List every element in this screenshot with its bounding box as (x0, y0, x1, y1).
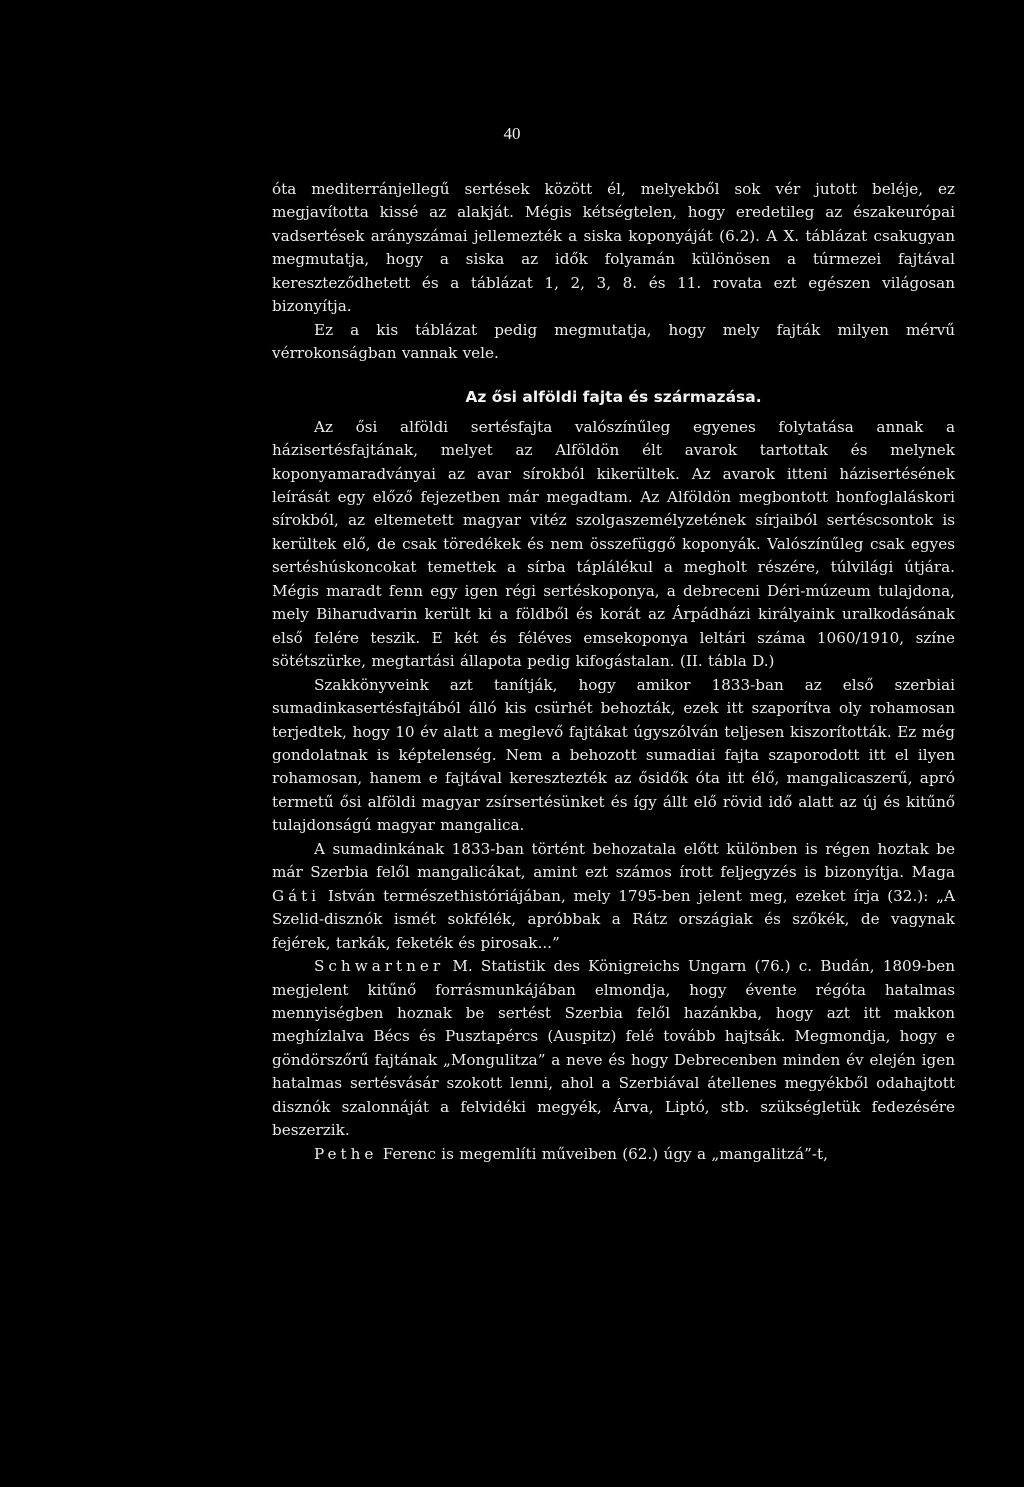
section-title: Az ősi alföldi fajta és származása. (465, 387, 762, 406)
body-paragraph (272, 955, 955, 1143)
intro-paragraph: Ez a kis táblázat pedig megmutatja, hogy mely fajták milyen mérvű vérrokonságban vannak vele. (272, 320, 955, 363)
paragraph-text: M. Statistik des Königreichs Ungarn (76.) c. Budán, 1809-ben megjelent kitűnő forrásmunkájában elmondja, hogy évente régóta hatalmas mennyiségben hoznak be sertést Szerbia felől hazánkba, hogy azt itt makkon meghízlalva Bécs és Pusztapércs (Auspitz) felé tovább hajtsák. Megmondja, hogy e göndörszőrű fajtának „Mongulitza” a neve és hogy Debrecenben minden év elején igen hatalmas sertésvásár szokott lenni, ahol a Szerbiával átellenes megyékből odahajtott disznók szalonnáját a felvidéki megyék, Árva, Liptó, stb. szükségletük fedezésére beszerzik. (272, 957, 955, 1140)
author-name: Pethe (314, 1144, 378, 1163)
intro-paragraph: óta mediterránjellegű sertések között él, melyekből sok vér jutott beléje, ez megjavította kissé az alakját. Mégis kétségtelen, hogy eredetileg az északeurópai vadsertések arányszámai jellemezték a siska koponyáját (6.2). A X. táblázat csakugyan megmutatja, hogy a siska az idők folyamán különösen a túrmezei fajtával kereszteződhetett és a táblázat 1, 2, 3, 8. és 11. rovata ezt egészen világosan bizonyítja. (272, 180, 955, 316)
body-paragraph: Szakkönyveink azt tanítják, hogy amikor 1833-ban az első szerbiai sumadinkasertésfajtából álló kis csürhét behozták, ezek itt szaporítva oly rohamosan terjedtek, hogy 10 év alatt a meglevő fajtákat úgyszólván teljesen kiszorították. Ez még gondolatnak is képtelenség. Nem a behozott sumadiai fajta szaporodott itt el ilyen rohamosan, hanem e fajtával keresztezték az ősidők óta itt élő, mangalicaszerű, apró termetű ősi alföldi magyar zsírsertésünket és így állt elő rövid idő alatt az új és kitűnő tulajdonságú magyar mangalica. (272, 675, 955, 835)
paragraph-text: István természethistóriájában, mely 1795-ben jelent meg, ezeket írja (32.): „A Szelid-disznók ismét sokfélék, apróbbak a Rátz országiak és szőkék, de vagynak fejérek, tarkák, feketék és pirosak...” (272, 886, 956, 952)
body-paragraph (272, 838, 955, 955)
paragraph-text: Ferenc is megemlíti műveiben (62.) úgy a „mangalitzá”-t, (382, 1144, 828, 1163)
body-paragraph: Az ősi alföldi sertésfajta valószínűleg egyenes folytatása annak a házisertésfajtának, melyet az Alföldön élt avarok tartottak és melynek koponyamaradványai az avar sírokból kikerültek. Az avarok itteni házisertésének leírását egy előző fejezetben már megadtam. Az Alföldön megbontott honfoglaláskori sírokból, az eltemetett magyar vitéz szolgaszemélyzetének sírjaiból sertéscsontok is kerültek elő, de csak töredékek és nem összefüggő koponyák. Valószínűleg csak egyes sertéshúskoncokat temettek a sírba táplálékul a megholt részére, túlvilági útjára. Mégis maradt fenn egy igen régi sertéskoponya, a debreceni Déri-múzeum tulajdona, mely Biharudvarin került ki a földből és korát az Árpádházi királyaink uralkodásának első felére teszik. E két és féléves emsekoponya leltári száma 1060/1910, színe sötétszürke, megtartási állapota pedig kifogástalan. (II. tábla D.) (272, 417, 955, 671)
author-name: Gáti (272, 886, 321, 905)
body-paragraph (272, 1143, 955, 1166)
author-name: Schwartner (314, 957, 445, 976)
paragraph-text: A sumadinkának 1833-ban történt behozatala előtt különben is régen hoztak be már Szerbia felől mangalicákat, amint ezt számos írott feljegyzés is bizonyítja. Maga (272, 839, 955, 882)
page-body (272, 178, 955, 1166)
page-number: 40 (503, 124, 521, 143)
